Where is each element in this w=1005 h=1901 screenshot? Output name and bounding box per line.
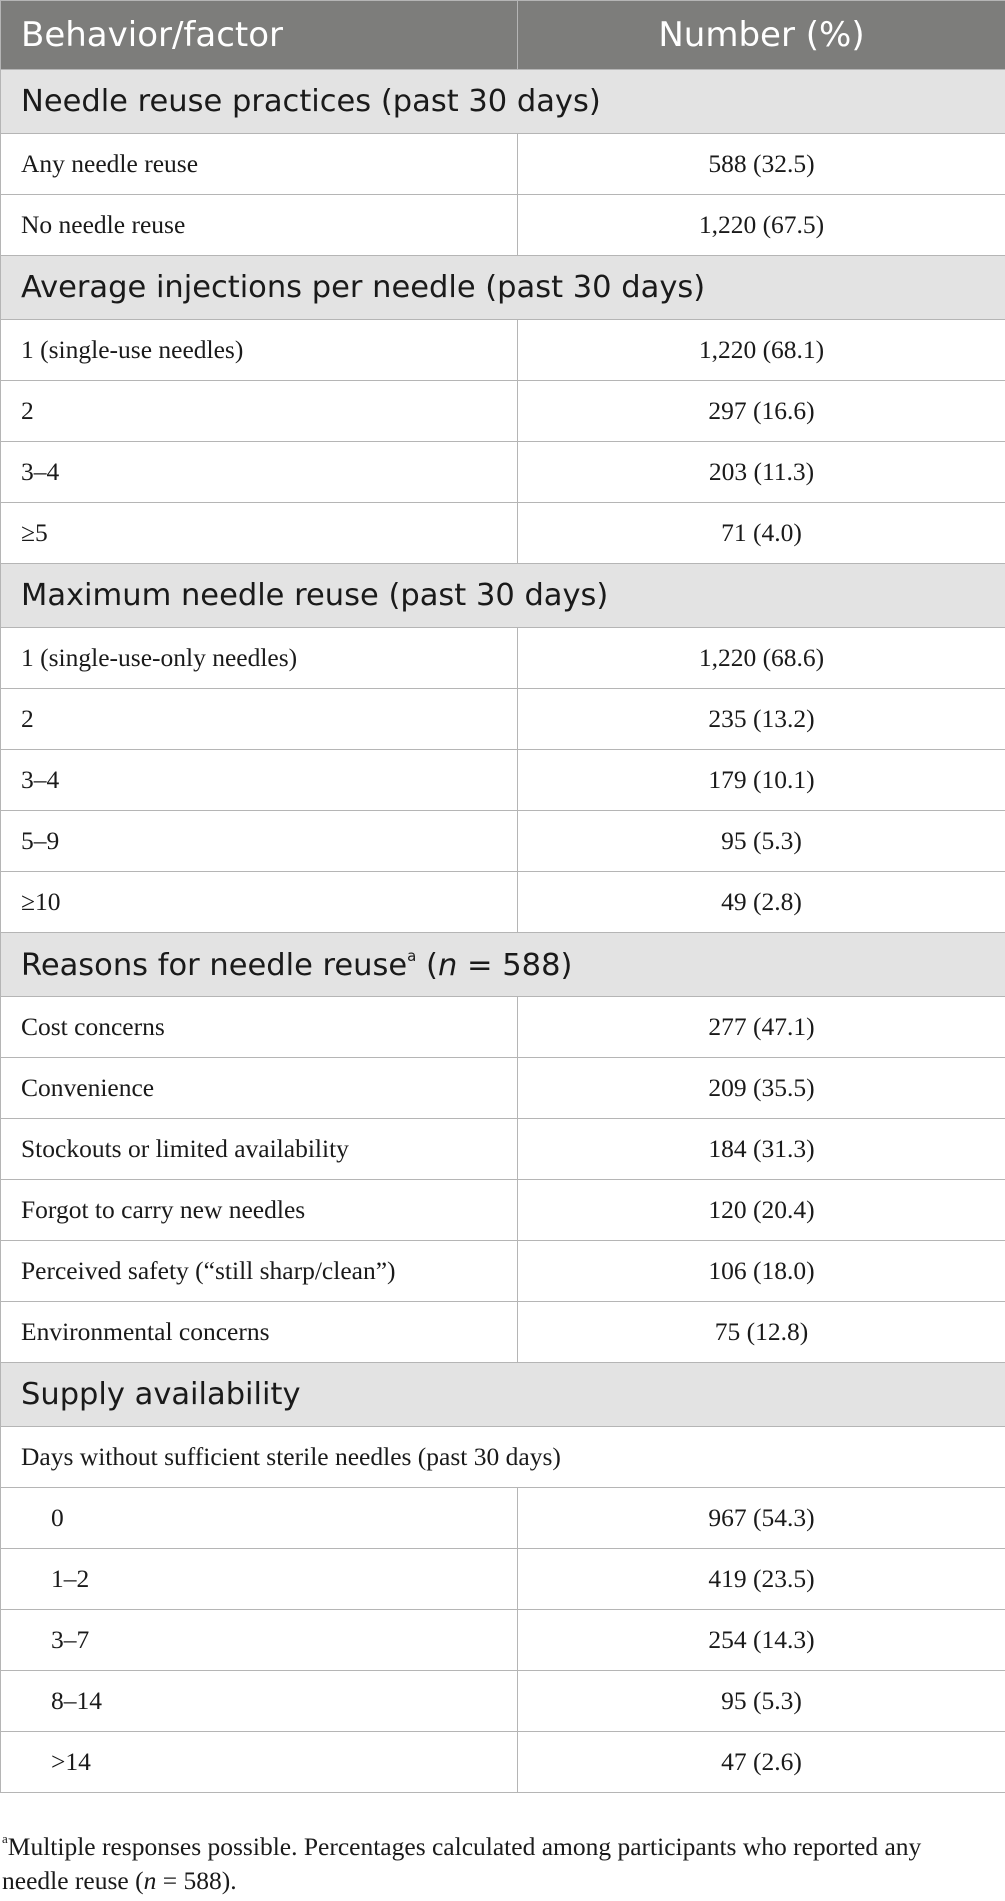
- row-value: 235 (13.2): [518, 689, 1005, 750]
- row-label: ≥10: [1, 872, 518, 933]
- row-label: 3–4: [1, 442, 518, 503]
- section-header-row: [1, 564, 1005, 628]
- row-value: 71 (4.0): [518, 503, 1005, 564]
- table-row: [1, 320, 1005, 381]
- row-value: 297 (16.6): [518, 381, 1005, 442]
- section-title-reasons: [1, 933, 1005, 997]
- header-number-percent: Number (%): [518, 1, 1005, 70]
- row-label: Stockouts or limited availability: [1, 1119, 518, 1180]
- row-label: 1 (single-use-only needles): [1, 628, 518, 689]
- header-behavior-factor: Behavior/factor: [1, 1, 518, 70]
- row-value: 1,220 (68.6): [518, 628, 1005, 689]
- table-row: [1, 750, 1005, 811]
- row-label: 5–9: [1, 811, 518, 872]
- section-header-row: [1, 933, 1005, 997]
- row-label: ≥5: [1, 503, 518, 564]
- section-title-avg-injections: Average injections per needle (past 30 days): [1, 256, 1005, 320]
- footnote-text: Multiple responses possible. Percentages calculated among participants who reported any needle reuse (: [2, 1832, 922, 1895]
- table-row: [1, 195, 1005, 256]
- row-value: 419 (23.5): [518, 1549, 1005, 1610]
- table-row: [1, 503, 1005, 564]
- table-row: [1, 872, 1005, 933]
- row-label: Environmental concerns: [1, 1302, 518, 1363]
- row-value: 588 (32.5): [518, 134, 1005, 195]
- row-label: Forgot to carry new needles: [1, 1180, 518, 1241]
- table-row: [1, 1302, 1005, 1363]
- row-value: 106 (18.0): [518, 1241, 1005, 1302]
- row-value: 49 (2.8): [518, 872, 1005, 933]
- section-title-max-reuse: Maximum needle reuse (past 30 days): [1, 564, 1005, 628]
- row-label: Convenience: [1, 1058, 518, 1119]
- table-row: [1, 1241, 1005, 1302]
- table-row: [1, 997, 1005, 1058]
- row-label: 3–7: [1, 1610, 518, 1671]
- section-title-reasons-text: Reasons for needle reuse: [21, 947, 408, 983]
- row-label: 3–4: [1, 750, 518, 811]
- table-row: [1, 628, 1005, 689]
- table-header-row: [1, 1, 1005, 70]
- row-label: Perceived safety (“still sharp/clean”): [1, 1241, 518, 1302]
- subheading-row: [1, 1427, 1005, 1488]
- row-label: 1 (single-use needles): [1, 320, 518, 381]
- table-row: [1, 1549, 1005, 1610]
- table-row: [1, 442, 1005, 503]
- row-value: 95 (5.3): [518, 811, 1005, 872]
- footnote-tail: = 588).: [156, 1866, 237, 1895]
- section-title-reasons-n: n: [437, 947, 458, 983]
- row-value: 47 (2.6): [518, 1732, 1005, 1793]
- section-title-needle-reuse: Needle reuse practices (past 30 days): [1, 70, 1005, 134]
- table-row: [1, 1180, 1005, 1241]
- section-title-reasons-count: = 588): [457, 947, 573, 983]
- section-title-supply: Supply availability: [1, 1363, 1005, 1427]
- footnote-marker: a: [2, 1831, 8, 1846]
- section-header-row: [1, 70, 1005, 134]
- row-label: Cost concerns: [1, 997, 518, 1058]
- table-row: [1, 381, 1005, 442]
- table-row: [1, 1610, 1005, 1671]
- table-row: [1, 1488, 1005, 1549]
- row-label: No needle reuse: [1, 195, 518, 256]
- table-row: [1, 134, 1005, 195]
- footnote-marker: a: [407, 946, 417, 965]
- table-row: [1, 811, 1005, 872]
- row-label: 1–2: [1, 1549, 518, 1610]
- table-row: [1, 1119, 1005, 1180]
- table-footnote: [2, 1822, 992, 1898]
- row-value: 203 (11.3): [518, 442, 1005, 503]
- section-header-row: [1, 256, 1005, 320]
- row-label: >14: [1, 1732, 518, 1793]
- row-value: 179 (10.1): [518, 750, 1005, 811]
- row-label: Any needle reuse: [1, 134, 518, 195]
- row-value: 277 (47.1): [518, 997, 1005, 1058]
- footnote-n: n: [143, 1866, 157, 1895]
- row-label: 0: [1, 1488, 518, 1549]
- subheading-days-without-needles: Days without sufficient sterile needles (past 30 days): [1, 1427, 1005, 1488]
- row-value: 184 (31.3): [518, 1119, 1005, 1180]
- section-title-reasons-open: (: [416, 947, 438, 983]
- row-value: 120 (20.4): [518, 1180, 1005, 1241]
- table-row: [1, 1058, 1005, 1119]
- table-row: [1, 689, 1005, 750]
- row-label: 8–14: [1, 1671, 518, 1732]
- row-label: 2: [1, 381, 518, 442]
- row-value: 254 (14.3): [518, 1610, 1005, 1671]
- row-value: 75 (12.8): [518, 1302, 1005, 1363]
- table-row: [1, 1732, 1005, 1793]
- row-value: 967 (54.3): [518, 1488, 1005, 1549]
- row-label: 2: [1, 689, 518, 750]
- row-value: 1,220 (67.5): [518, 195, 1005, 256]
- row-value: 95 (5.3): [518, 1671, 1005, 1732]
- table-row: [1, 1671, 1005, 1732]
- row-value: 209 (35.5): [518, 1058, 1005, 1119]
- row-value: 1,220 (68.1): [518, 320, 1005, 381]
- section-header-row: [1, 1363, 1005, 1427]
